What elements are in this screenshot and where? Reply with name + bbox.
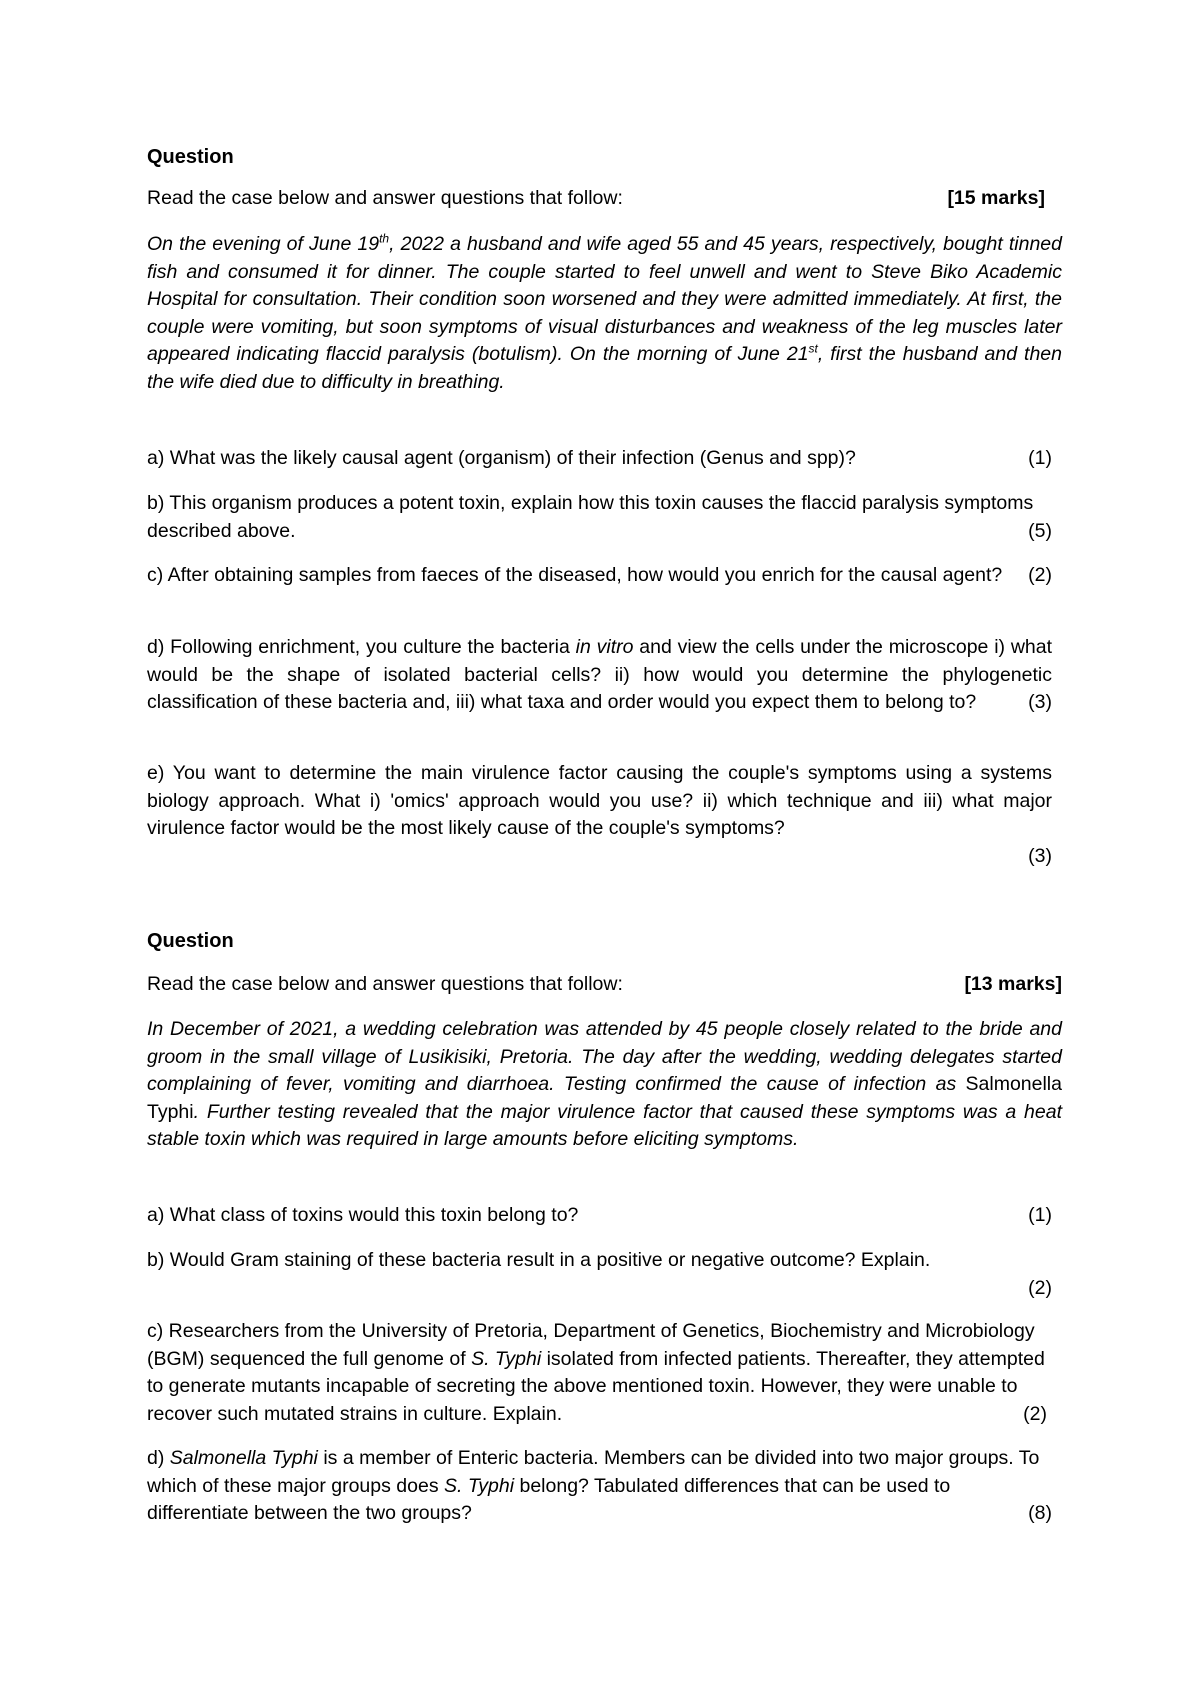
organism-name: Salmonella Typhi xyxy=(147,1073,1062,1123)
genus-term: Salmonella Typhi xyxy=(169,1447,318,1469)
question-1a xyxy=(147,445,1052,473)
question-2a xyxy=(147,1202,1052,1230)
question-1d-mark: (3) xyxy=(1028,691,1052,713)
question-1b xyxy=(147,490,1052,545)
question-2a-text: a) What class of toxins would this toxin belong to? xyxy=(147,1204,579,1226)
question-1e-text: e) You want to determine the main virulence factor causing the couple's symptoms using a systems biology approach. What i) 'omics' approach would you use? ii) which technique and iii) what major virulence factor would be the most likely cause of the couple's symptoms? xyxy=(147,762,1052,839)
question-2a-mark: (1) xyxy=(1028,1204,1052,1226)
question-1c xyxy=(147,562,1052,590)
question-1b-text: b) This organism produces a potent toxin, explain how this toxin causes the flaccid paralysis symptoms described above. xyxy=(147,492,1034,542)
question-1a-mark: (1) xyxy=(1028,447,1052,469)
in-vitro-term: in vitro xyxy=(575,636,634,658)
case-study-1: On the evening of June 19th, 2022 a husband and wife aged 55 and 45 years, respectively, bought tinned fish and consumed it for dinner. The couple started to feel unwell and went to Steve Biko Academic Hospital for consultation. Their condition soon worsened and they were admitted immediately. At first, the couple were vomiting, but soon symptoms of visual disturbances and weakness of the leg muscles later appeared indicating flaccid paralysis (botulism). On the morning of June 21st, first the husband and then the wife died due to difficulty in breathing. xyxy=(147,231,1062,393)
question-2d: d) Salmonella Typhi is a member of Enteric bacteria. Members can be divided into two major groups. To which of these major groups does S. Typhi belong? Tabulated differences that can be used to differentiate between the two groups? (8) xyxy=(147,1445,1052,1528)
intro-row-1 xyxy=(147,187,1045,210)
total-marks-1: [15 marks] xyxy=(947,187,1045,209)
question-2c-mark: (2) xyxy=(1023,1402,1047,1425)
question-heading-2: Question xyxy=(147,930,234,952)
intro-text-2: Read the case below and answer questions that follow: xyxy=(147,973,623,995)
case-study-2: In December of 2021, a wedding celebration was attended by 45 people closely related to the bride and groom in the small village of Lusikisiki, Pretoria. The day after the wedding, wedding delegates started complaining of fever, vomiting and diarrhoea. Testing confirmed the cause of infection as Salmonella Typhi. Further testing revealed that the major virulence factor that caused these symptoms was a heat stable toxin which was required in large amounts before eliciting symptoms. xyxy=(147,1018,1062,1150)
question-2b-mark: (2) xyxy=(1028,1276,1052,1299)
question-2b-text: b) Would Gram staining of these bacteria result in a positive or negative outcome? Explain. xyxy=(147,1249,931,1271)
question-1d: d) Following enrichment, you culture the bacteria in vitro and view the cells under the microscope i) what would be the shape of isolated bacterial cells? ii) how would you determine the phylogenetic classification of these bacteria and, iii) what taxa and order would you expect them to belong to? (3) xyxy=(147,634,1052,717)
species-term: S. Typhi xyxy=(471,1347,542,1370)
question-2c: c) Researchers from the University of Pretoria, Department of Genetics, Biochemistry and Microbiology (BGM) sequenced the full genome of S. Typhi isolated from infected patients. Thereafter, they attempted to generate mutants incapable of secreting the above mentioned toxin. However, they were unable to recover such mutated strains in culture. Explain. (2) xyxy=(147,1318,1047,1428)
question-2b xyxy=(147,1247,1052,1302)
species-term-2: S. Typhi xyxy=(444,1474,515,1497)
question-1c-text: c) After obtaining samples from faeces of the diseased, how would you enrich for the causal agent? xyxy=(147,564,1003,586)
question-1e xyxy=(147,760,1052,870)
question-2d-mark: (8) xyxy=(1028,1502,1052,1524)
total-marks-2: [13 marks] xyxy=(964,973,1062,995)
question-1c-mark: (2) xyxy=(1028,564,1052,586)
question-1e-mark: (3) xyxy=(1028,844,1052,867)
intro-row-2 xyxy=(147,973,1062,996)
question-heading-1: Question xyxy=(147,146,234,168)
intro-text-1: Read the case below and answer questions that follow: xyxy=(147,187,623,209)
question-1a-text: a) What was the likely causal agent (organism) of their infection (Genus and spp)? xyxy=(147,447,856,469)
question-1b-mark: (5) xyxy=(1028,519,1052,542)
